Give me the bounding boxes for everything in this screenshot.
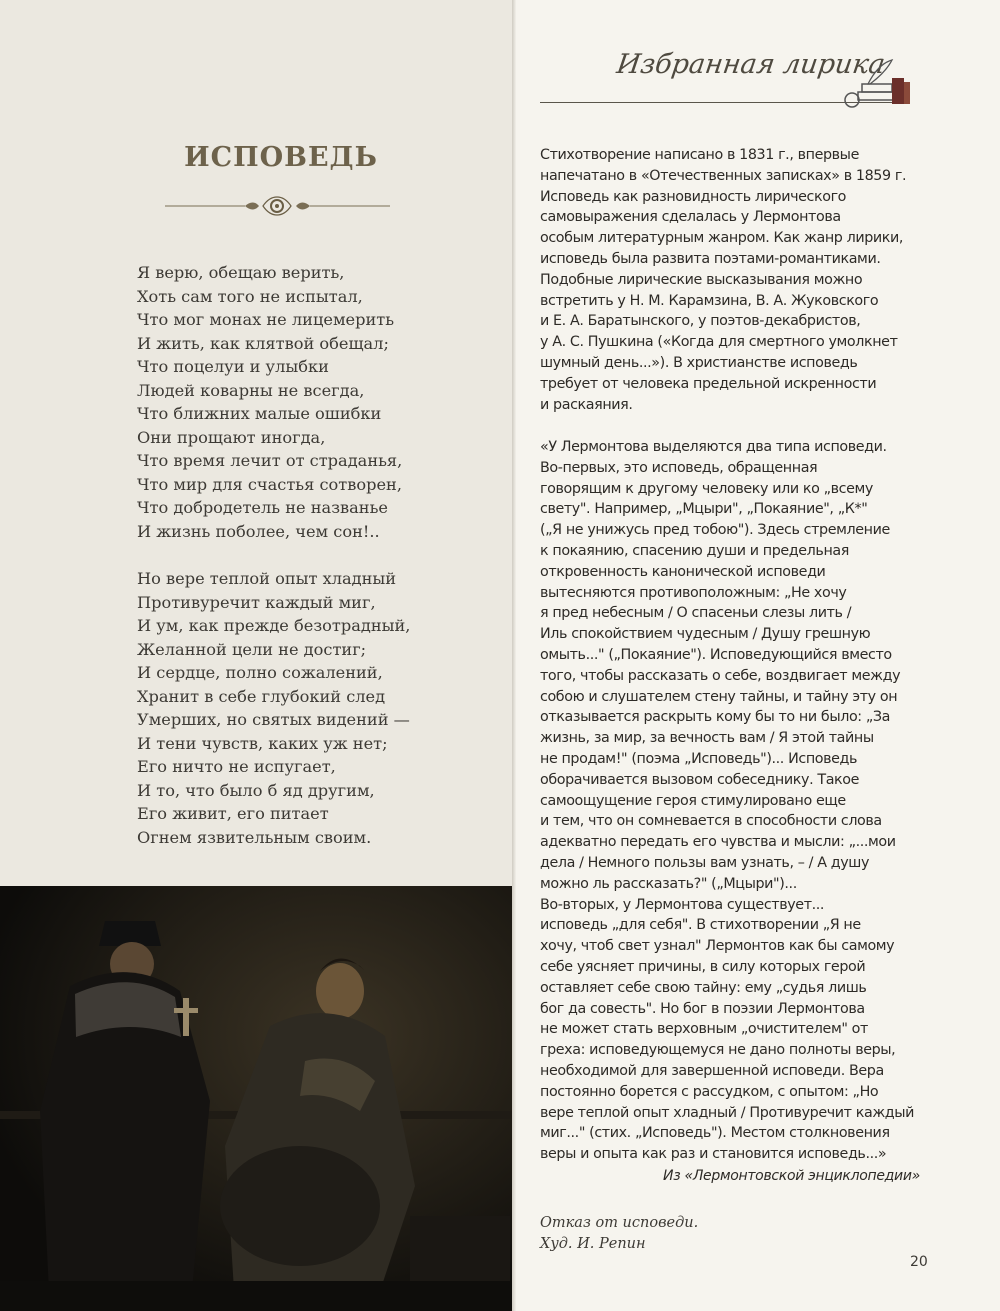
text-line: у А. С. Пушкина («Когда для смертного умолкнет [540,334,898,351]
poem-line: И жить, как клятвой обещал; [137,333,389,353]
page-number: 20 [910,1254,928,1270]
text-line: веры и опыта как раз и становится исповедь...» [540,1146,887,1163]
poem-line: Что мир для счастья сотворен, [137,474,402,494]
poem-line: Огнем язвительным своим. [137,827,372,847]
caption-artist: Худ. И. Репин [540,1236,646,1252]
painting-caption [540,1213,698,1255]
text-line: Подобные лирические высказывания можно [540,271,863,288]
quote-source: Из «Лермонтовской энциклопедии» [663,1168,920,1184]
text-line: и тем, что он сомневается в способности слова [540,813,882,830]
poem-line: Его ничто не испугает, [137,757,336,776]
text-line: не продам!" (поэма „Исповедь")... Исповедь [540,750,858,767]
poem-line: Хранит в себе глубокий след [137,686,386,706]
caption-title: Отказ от исповеди. [540,1215,699,1231]
text-line: говорящим к другому человеку или ко „всему [540,480,873,497]
text-line: требует от человека предельной искренности [540,375,877,392]
text-line: Стихотворение написано в 1831 г., впервые [540,147,859,163]
text-line: «У Лермонтова выделяются два типа исповеди. [540,439,887,455]
poem-line: Я верю, обещаю верить, [137,263,345,282]
poem-line: Людей коварны не всегда, [137,380,365,400]
text-line: вытесняются противоположным: „Не хочу [540,584,847,601]
poem-line: Что поцелуи и улыбки [137,357,329,376]
text-line: самовыражения сделалась у Лермонтова [540,209,841,226]
text-line: и Е. А. Баратынского, у поэтов-декабристов, [540,313,861,330]
poem-line: Желанной цели не достиг; [137,639,367,659]
text-line: жизнь, за мир, за вечность вам / Я этой тайны [540,730,874,747]
text-line: я пред небесным / О спасеньи слезы лить / [540,605,852,622]
text-line: собою и слушателем стену тайны, и тайну эту он [540,688,898,705]
poem-line: И тени чувств, каких уж нет; [137,733,388,753]
text-line: встретить у Н. М. Карамзина, В. А. Жуковского [540,292,879,309]
poem-title: ИСПОВЕДЬ [184,142,378,173]
poem-line: Но вере теплой опыт хладный [137,569,397,588]
repin-painting-illustration [0,886,512,1311]
poem-line: Что ближних малые ошибки [137,404,382,423]
text-line: Во-вторых, у Лермонтова существует... [540,896,825,913]
title-ornament-divider [165,194,390,218]
text-line: отказывается раскрыть кому бы то ни было: „За [540,709,890,726]
poem-stanza-2 [137,567,410,849]
text-line: вере теплой опыт хладный / Противуречит каждый [540,1104,915,1121]
poem-line: Что добродетель не названье [137,498,388,517]
text-line: исповедь „для себя". В стихотворении „Я не [540,917,861,934]
text-line: самоощущение героя стимулировано еще [540,792,846,809]
text-line: откровенность канонической исповеди [540,563,826,580]
text-line: того, чтобы рассказать о себе, воздвигает между [540,667,901,684]
text-line: особым литературным жанром. Как жанр лирики, [540,230,904,247]
text-line: хочу, чтоб свет узнал" Лермонтов как бы самому [540,938,895,955]
poem-line: Противуречит каждый миг, [137,592,376,612]
text-line: постоянно борется с рассудком, с опытом: „Но [540,1083,879,1100]
text-line: бог да совесть". Но бог в поэзии Лермонтова [540,1000,865,1017]
text-line: необходимой для завершенной исповеди. Вера [540,1062,884,1079]
poem-line: И жизнь поболее, чем сон!.. [137,521,380,541]
poem-line: Хоть сам того не испытал, [137,286,363,306]
books-and-quill-icon [840,58,912,110]
text-line: дела / Немного пользы вам узнать, – / А душу [540,854,870,871]
text-line: миг..." (стих. „Исповедь"). Местом столкновения [540,1125,890,1142]
text-line: можно ль рассказать?" („Мцыри")... [540,875,797,892]
text-line: омыть..." („Покаяние"). Исповедующийся вместо [540,646,892,663]
text-line: шумный день...»). В христианстве исповедь [540,354,858,371]
poem-line: Что время лечит от страданья, [137,451,403,470]
text-line: Исповедь как разновидность лирического [540,188,847,205]
section-header: Избранная лирика [614,49,887,80]
text-line: себе уясняет причины, в силу которых герой [540,958,866,975]
text-line: исповедь была развита поэтами-романтиками. [540,250,881,267]
poem-line: Его живит, его питает [137,804,329,823]
poem-line: И то, что было б яд другим, [137,780,375,800]
text-line: напечатано в «Отечественных записках» в 1859 г. [540,167,907,184]
text-line: Во-первых, это исповедь, обращенная [540,459,818,476]
poem-stanza-1 [137,261,402,543]
poem-line: Они прощают иногда, [137,427,326,447]
text-line: Иль спокойствием чудесным / Душу грешную [540,626,871,643]
text-line: и раскаяния. [540,396,633,413]
intro-paragraph [540,145,925,415]
text-line: оборачивается вызовом собеседнику. Такое [540,771,860,788]
text-line: греха: исповедующемуся не дано полноты веры, [540,1042,896,1059]
text-line: адекватно передать его чувства и мысли: „...мои [540,834,896,851]
poem-line: И ум, как прежде безотрадный, [137,616,411,635]
text-line: оставляет себе свою тайну: ему „судья лишь [540,979,867,996]
text-line: („Я не унижусь пред тобою"). Здесь стремление [540,522,890,539]
poem-line: Что мог монах не лицемерить [137,310,395,329]
poem-line: И сердце, полно сожалений, [137,663,383,682]
text-line: к покаянию, спасению души и предельная [540,542,849,559]
poem-line: Умерших, но святых видений — [137,710,410,729]
text-line: не может стать верховным „очистителем" от [540,1021,868,1038]
encyclopedia-quote [540,437,925,1165]
text-line: свету". Например, „Мцыри", „Покаяние", „К*" [540,501,868,518]
